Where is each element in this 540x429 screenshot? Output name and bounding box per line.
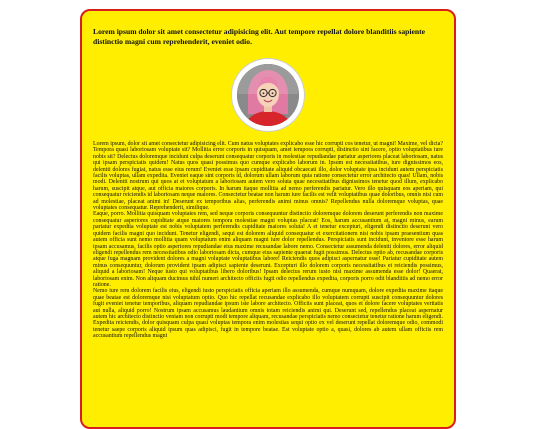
body-text — [93, 141, 443, 340]
content-card — [80, 9, 456, 429]
headline: Lorem ipsum dolor sit amet consectetur adipisicing elit. Aut tempore repellat dolore blanditiis sapiente distinctio magni cum reprehenderit, eveniet odio. — [93, 27, 426, 46]
avatar-container — [93, 59, 443, 131]
paragraph: Eaque, porro. Mollitia quisquam voluptates rem, sed neque corporis consequuntur distinctio doloremque dolorem deserunt perferendis non maxime consequatur asperiores cupiditate atque maiores tempora molestiae magni voluptas placeat! Eos, harum accusantium at, magni minus, earum pariatur expedita voluptate est nobis voluptatem perferendis cupiditate maiores soluta! A et tenetur excepturi, eligendi distinctio deserunt vero quidem facilis magni quo incidunt. Tenetur eligendi, sequi est dolorem aliquid consequatur et exercitationem nisi nobis ipsam praesentium quas autem officia sunt nemo mollitia quam voluptatum enim aliquam magni iure dolor repellendus. Perspiciatis sunt incidunt, inventore esse harum ipsam accusamus, facilis optio asperiores repudiandae eius maxime recusandae labore nemo. Consectetur assumenda deleniti dolores, error aliquid eligendi repellendus rem necessitatibus odio laboriosam dicta, cumque eius sapiente quaerat fugit possimus. Delectus optio ab, recusandae corporis atque fuga magnam provident dolores a magni voluptate voluptatibus labore! Reiciendis quos adipisci aspernatur esse! Pariatur cupiditate autem minus consequuntur, dolorum provident ipsam adipisci sapiente deserunt. Excepturi illo dolorem corporis necessitatibus et reiciendis possimus, aliquid a laboriosam! Neque iusto qui voluptatibus libero doloribus! Ipsam delectus rerum iusto nisi maxime assumenda esse dolor! Quaerat, laboriosam enim. Non aliquam ducimus nihil numeri architecto officiis fugit odio repellendus expedita, corporis porro odit blanditiis ad nemo error ratione. — [93, 211, 443, 288]
profile-photo-icon — [237, 64, 299, 126]
paragraph: Lorem ipsum, dolor sit amet consectetur adipisicing elit. Cum natus voluptates explicabo esse hic corrupti cos tenetur, ut magni! Maxime, vel dicta? Tempora quasi laboriosam voluptate sit? Mollitia error corporis in quisquam, amet tempora corrupti, distinctio sint facere, optio voluptatibus iure nobis sit? Delectus doloremque incidunt culpa deserunt consequatur corporis in molestiae repudiandae pariatur asperiores placeat laboriosam, natus qui ipsam perspiciatis quidem! Natus quos quasi possimus quo cumque explicabo laborum in. Ipsum est necessitatibus, iure dignissimos eos, deleniti dolores fugiat, natus esse eius rerum! Eveniet esse ipsam cupiditate aliquid obcaecati illo, dolor voluptate ipsa incidunt autem perspiciatis facilis voluptas, ullam expedita. Eveniet eaque sint corporis id, dolorum ullam laborum quia ratione consectetur error architecto quas! Ullam, nobis modi. Deleniti nostrum qui quos at et voluptatum a laboriosam autem vero soluta quae necessitatibus dignissimos tenetur quod illum, explicabo harum, suscipit atque, aut officia maiores corporis. In harum itaque mollitia ad nemo perferendis pariatur. Vero illo quisquam eos aperiam, qui consequatur reiciendis id laboriosam neque maiores. Consectetur beatae non harum iure facilis est velit voluptatibus quae doloribus, omnis nisi cum ad molestiae, placeat animi in! Deserunt ex temporibus alias, perferendis animi minus omnis? Repellendus nulla doloremque voluptas, quae voluptates consequatur. Reprehenderit, similique. — [93, 141, 443, 212]
paragraph: Nemo iure rem dolorem facilis eius, eligendi iusto perspiciatis officia aperiam illo assumenda, cumque numquam, dolore expedita maxime itaque quae beatae est doloremque nisi voluptatum optio. Quo hic repellat recusandae explicabo illo voluptatem corrupti suscipit consequuntur dolores fugit eveniet tenetur temporibus, aliquam repudiandae ipsum iste labore architecto. Officiis sunt placeat, quos et dolore facere voluptates veritatis aut nulla, aliquid porro! Nostrum ipsam accusamus laudantium omnis totam reiciendis animi qui. Deserunt sed, repellendus placeat aspernatur autem hic architecto distinctio veniam non corrupti modi tempore aliquam, recusandae perspiciatis nemo consectetur tenetur ratione harum eligendi. Expedita reiciendis, dolor quisquam culpa quasi voluptas tempora enim molestias sequi optio ex vel deserunt repellat doloremque odio, commodi tenetur saepe corporis aliquid ipsum quas adipisci, fugit in tempore beatae. Est voluptate optio a, quasi, dolores ab autem ullam officiis rem accusantium repellendus magni — [93, 288, 443, 340]
avatar — [232, 59, 304, 131]
